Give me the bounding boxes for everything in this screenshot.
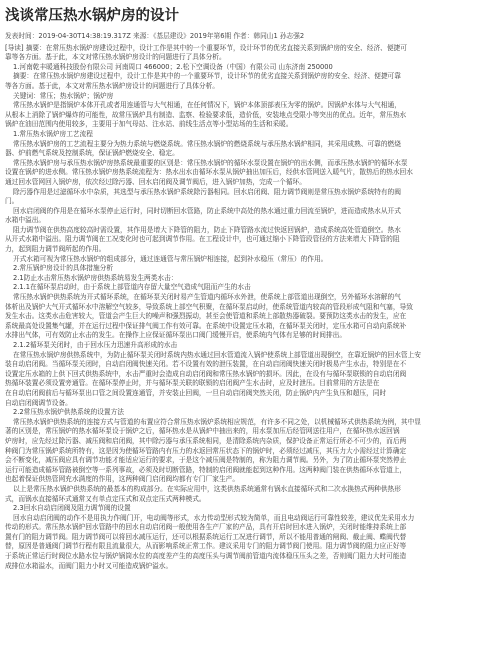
page-title: 浅谈常压热水锅炉房的设计: [5, 8, 179, 24]
body-line: 传动的形式。常压热水锅炉回水管路中的回水自动启闭阀一般使用各生产厂家的产品，具有开启时回水进入锅炉，关闭时能维持系统上部: [5, 523, 407, 532]
body-line: 在自动启闭阀前后与循环泵出口管之间设置连通管，并安装止回阀，一旦自动启闭阀突然关闭，防止锅炉内产生负压和超压，同时: [5, 388, 387, 397]
body-line: 2.1.2循环泵关闭时，由于回水压力迅速升高形成的水击: [13, 341, 178, 349]
body-line: 通过回水管网回入锅炉房，依次经过除污器、回水启闭阀及调节阀后，进入锅炉加热，完成一个循环。: [5, 177, 306, 186]
body-line: 回水启闭阀的作用是在循环水泵停止运行时，同时切断回水管路，防止系统中高处的热水通过重力回流至锅炉，进而造成热水从开式: [13, 206, 401, 215]
body-line: 力，起到阻力调节阀所起的作用。: [5, 245, 106, 254]
body-line: 式，而锅水直接循环式通常又有单点定压式和双点定压式两种模式。: [5, 494, 206, 503]
body-line: 2.1.1在循环泵启动时，由于系统上部管道内存留大量空气造成气阻而产生的水击: [13, 283, 251, 292]
body-line: 发生水击。这类水击危害较大，管道会产生巨大的噪声和强烈振动，甚至会使管道和系统上部散热器破裂。要预防这类水击的发生，应在: [5, 312, 407, 321]
body-line: 设置定压水箱的上供下回式供热系统中，水击严重时会造成自动启闭阀和常压热水锅炉的损坏。因此，在设有与循环泵联锁的自动启闭阀: [5, 369, 407, 378]
body-line: 开式水箱可视为常压热水锅炉的组成部分，通过连通管与常压锅炉相连接，起到补水稳压（常压）的作用。: [13, 254, 328, 263]
body-line: 设置在锅炉的进水侧。常压热水锅炉房热系统流程为：热水出水由循环水泵从锅炉抽出加压后，经供水管网送入暖气片，散热后的热水回水: [5, 168, 413, 177]
body-line: 在常压热水锅炉房供热系统中，为防止循环泵关闭时系统内热水通过回水管道流入锅炉使系统上部管道出现倒空，在靠近锅炉的回水管上安: [13, 350, 421, 359]
body-line: 关键词：常压；热水锅炉；锅炉房: [13, 91, 114, 100]
body-line: 常压热水锅炉供热系统的连接方式与管道的布置应符合常压热水锅炉系统相应规范，有许多不同之处，以机械循环式供热系统为例，其中显: [13, 417, 421, 426]
body-line: 替，原因是普通阀门调节行程有限且流量很大，从而影响系统正常工作。建议采用专门的阻力调节阀门使用。阻力调节阀的阻力应正好等: [5, 542, 407, 551]
body-line: 2.1防止水击常压热水锅炉房供热系统易发生两类水击：: [13, 273, 178, 282]
article-meta: 发表时间：2019-04-30T14:38:19.317Z 来源：《基层建设》2019年第6期 作者：韩同山1 孙志强2: [5, 32, 305, 40]
body-line: 阻力调节阀在供热高度较高时需设置，其作用是增大下降管的阻力，防止下降管路水流过快返回锅炉，造成系统高处管道倒空。热水: [13, 225, 401, 234]
body-line: 靠等各方面。基于此，本文对常压热水锅炉房设计的问题进行了具体分析。: [5, 53, 226, 62]
body-line: 炉房时，应先经过除污器、减压阀和启闭阀，其中除污器与承压系统相同，是清除系统内杂质，保护设备正常运行所必不可少的，而后两: [5, 436, 407, 445]
body-line: 1.河南乾丰暖通科技股份有限公司 河南周口 466000；2.松下空调设备（中国）有限公司 山东济南 250000: [13, 62, 333, 71]
body-line: 常压热水锅炉房的工艺流程主要分为热力系统与燃烧系统。常压热水锅炉的燃烧系统与承压热水锅炉相同，其采用成熟、可靠的燃烧: [13, 139, 401, 148]
body-line: 水箱中溢出。: [5, 216, 46, 225]
body-line: 锅炉在油田范围内使用较多，主要用于加气母站、注水站、前线生活点等小型站场的生活和采暖。: [5, 120, 293, 129]
body-line: 运行可能造成循环管路被倒空等一系列事故，必须及时切断管路，特制的启闭阀就能起到这种作用。这两种阀门装在供热循环水管道上，: [5, 465, 407, 474]
body-line: 成排位水箱溢水，而阀门阻力小时又可能造成锅炉溢水。: [5, 561, 173, 570]
body-line: 种阀门为常压锅炉系统所特有，这是因为使循环管路内有压力的水返回常压状态下的锅炉时，必须经过减压，其压力大小需经过计算确定: [5, 446, 407, 455]
body-line: 从开式水箱中溢出。阻力调节阀在工况变化时也可起到调节作用。在工程设计中，也可通过缩小下降管段管径的方法来增大下降管的阻: [5, 235, 400, 244]
body-line: 等各方面。基于此，本文对常压热水锅炉房设计的问题进行了具体分析。: [5, 81, 219, 90]
body-line: 2.2常压热水锅炉供热系统的设置方法: [13, 408, 124, 417]
body-line: 装自动启闭阀。当循环泵关闭时，自动启闭阀快速关闭。若不设置有效的泄压装置，在自动启闭阀快速关闭时极易产生水击，特别是在不: [5, 360, 407, 369]
body-line: 除污器作用是过滤循环水中杂质，其选型与承压热水锅炉系统除污器相同。回水启闭阀、阻力调节阀则是常压热水锅炉系统特有的阀: [13, 187, 401, 196]
body-line: 也起着保证供热管网充水满度的作用，这两种阀门启闭阀均都有专门厂家生产。: [5, 475, 240, 484]
body-line: 2.常压锅炉房设计的具体措施分析: [13, 264, 114, 273]
body-line: 以上是常压热水锅炉供热系统的最基本的构成部分。在实际应用中，这类供热系统通常有锅水直接循环式和二次水换热式两种供热形: [13, 484, 401, 493]
article-body: [5, 44, 497, 572]
body-line: 会不断变化，减压阀应具有调节功能才能适应运行的要求，于是这个减压阀是特制的，称为阻力调节阀。另外，为了防止循环泵突然停止: [5, 456, 407, 465]
body-line: 于系统正常运行时阀位水路水位与锅炉锅筒水位的高度差产生的高度压头与调节阀前管道内流体稳压压头之差，否则阀门阻力大时可能造: [5, 552, 407, 561]
body-line: 置有门的阻力调节阀。阻力调节阀可以将回水减压运行，还可以根据系统运行工况进行调节，所以不能用普通的闸阀、截止阀、蝶阀代替: [5, 532, 407, 541]
body-line: 著的区别是，常压锅炉的热水循环泵设于锅炉之后，循环热水是从锅炉中抽出来的，用水泵加压后经管网送往用户，在循环热水返回锅: [5, 427, 400, 436]
body-line: 热循环装置必须设置旁通管。在循环泵停止时，并与循环泵关联的联锁的启闭阀产生水击时，应及时泄压。目前常用的方法是在: [5, 379, 380, 388]
body-line: 常压热水锅炉是指锅炉本体开孔或者用连通管与大气相通，在任何情况下，锅炉本体顶部表压为零的锅炉。因锅炉水体与大气相通，: [13, 101, 401, 110]
body-line: 常压热水锅炉房与承压热水锅炉房热系统最重要的区别是：常压热水锅炉的循环水泵设置在锅炉的出水侧，而承压热水锅炉的循环水泵: [13, 158, 408, 167]
body-line: 水排出气体，可有效防止水击的发生。在操作上应保证循环泵出口阀门缓慢开启，使系统内气体有足够的时间排出。: [5, 331, 347, 340]
body-line: 体析出及锅炉大气开式循环水中溶解空气较多，导致系统上部空气积聚，在循环泵启动时，使系统管道内较高的管段形成气阻和气塞，导致: [5, 302, 413, 311]
body-line: [导读] 摘要：在常压热水锅炉房建设过程中，设计工作是其中的一个重要环节，设计环节的优劣直接关系到锅炉房的安全、经济、便捷可: [5, 43, 407, 52]
body-line: 从根本上消除了锅炉爆炸的可能性，故常压锅炉具有制造、监察、检验要求低，造价低，安装地点受限小等突出的优点。近年，常压热水: [5, 110, 407, 119]
body-line: 摘要：在常压热水锅炉房建设过程中，设计工作是其中的一个重要环节，设计环节的优劣直接关系到锅炉房的安全、经济、便捷可靠: [13, 72, 401, 81]
body-line: 1.常压热水锅炉房工艺流程: [13, 129, 93, 138]
body-line: 门。: [5, 197, 19, 206]
body-line: 2.3回水自动启闭阀及阻力调节阀的设置: [13, 504, 131, 513]
body-line: 系统最高处设置集气罐，并在运行过程中保证排气阀工作有效可靠。在系统中设置定压水箱，在循环泵关闭时，定压水箱可自动向系统补: [5, 321, 407, 330]
body-line: 回水自动启闭阀的动作不是用执力作阀门开，电动阀等形式，水力传动型形式较为简单，而且电动阀运行可靠性较差，建议优先采用水力: [13, 513, 415, 522]
body-line: 常压热水锅炉供热系统为开式循环系统，在循环泵关闭时易产生管道内循环水外泄，使系统上部管道出现倒空，另外循环水溶解的气: [13, 293, 401, 302]
body-line: 自动启闭阀调节设备。: [5, 398, 72, 407]
body-line: 器、炉前燃气系统及控制系统，保证锅炉燃烧安全、稳定。: [5, 149, 179, 158]
